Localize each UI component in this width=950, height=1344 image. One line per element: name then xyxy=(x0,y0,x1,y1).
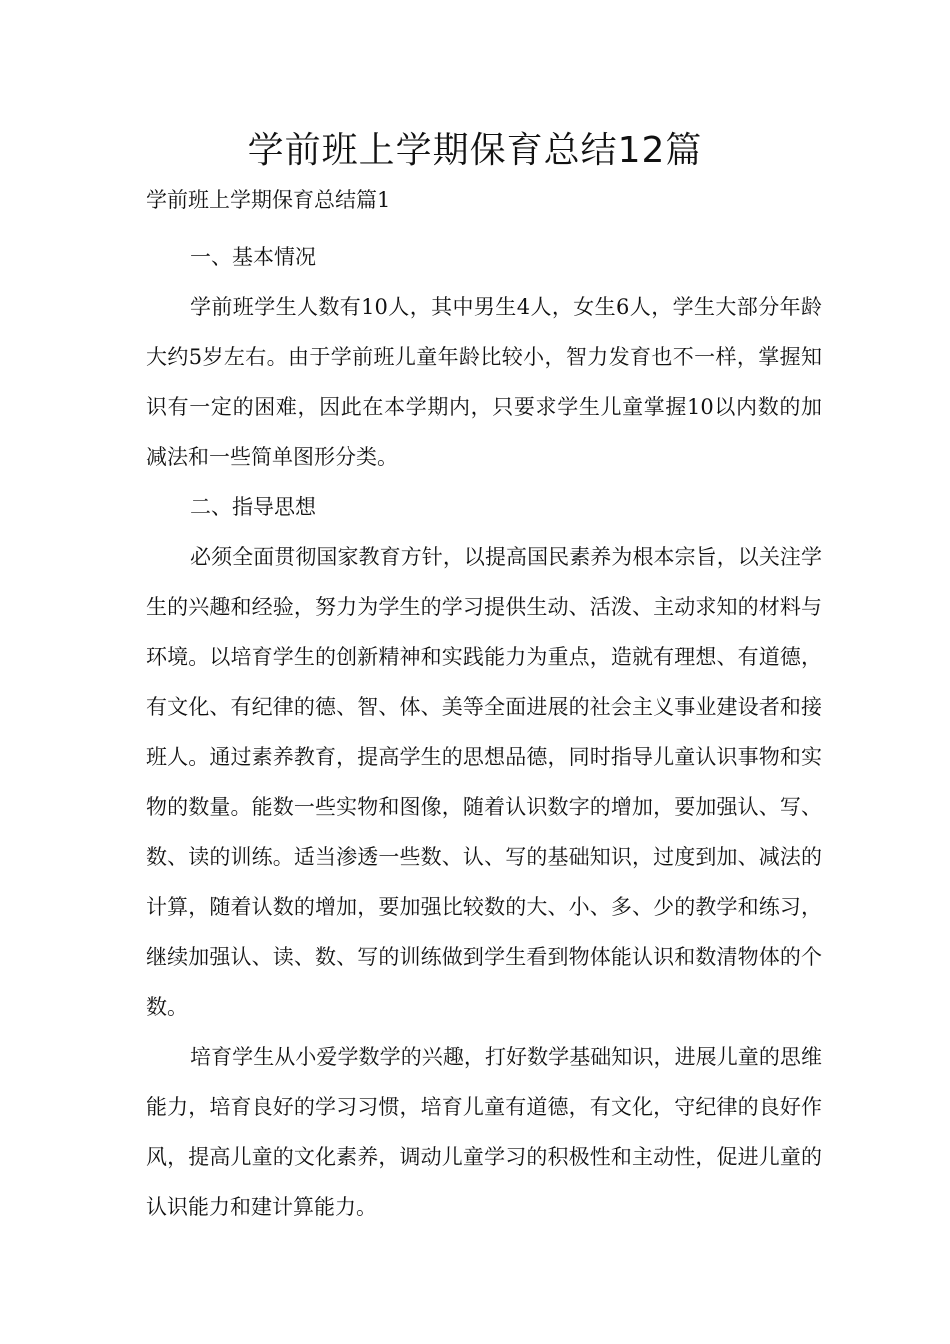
document-body xyxy=(146,232,822,1232)
section-title: 学前班上学期保育总结篇1 xyxy=(146,188,391,212)
heading-basic-situation: 一、基本情况 xyxy=(190,245,316,269)
heading-guiding-ideology: 二、指导思想 xyxy=(190,495,316,519)
paragraph-guiding-ideology: 必须全面贯彻国家教育方针，以提高国民素养为根本宗旨，以关注学生的兴趣和经验，努力为学生的学习提供生动、活泼、主动求知的材料与环境。以培育学生的创新精神和实践能力为重点，造就有理想、有道德，有文化、有纪律的德、智、体、美等全面进展的社会主义事业建设者和接班人。通过素养教育，提高学生的思想品德，同时指导儿童认识事物和实物的数量。能数一些实物和图像，随着认识数字的增加，要加强认、写、数、读的训练。适当渗透一些数、认、写的基础知识，过度到加、减法的计算，随着认数的增加，要加强比较数的大、小、多、少的教学和练习，继续加强认、读、数、写的训练做到学生看到物体能认识和数清物体的个数。 xyxy=(146,545,822,1019)
document-title: 学前班上学期保育总结12篇 xyxy=(247,130,703,171)
paragraph-basic-situation: 学前班学生人数有10人，其中男生4人，女生6人，学生大部分年龄大约5岁左右。由于学前班儿童年龄比较小，智力发育也不一样，掌握知识有一定的困难，因此在本学期内，只要求学生儿童掌握10以内数的加减法和一些简单图形分类。 xyxy=(146,295,822,469)
paragraph-interest-cultivation: 培育学生从小爱学数学的兴趣，打好数学基础知识，进展儿童的思维能力，培育良好的学习习惯，培育儿童有道德，有文化，守纪律的良好作风，提高儿童的文化素养，调动儿童学习的积极性和主动性，促进儿童的认识能力和建计算能力。 xyxy=(146,1045,822,1219)
